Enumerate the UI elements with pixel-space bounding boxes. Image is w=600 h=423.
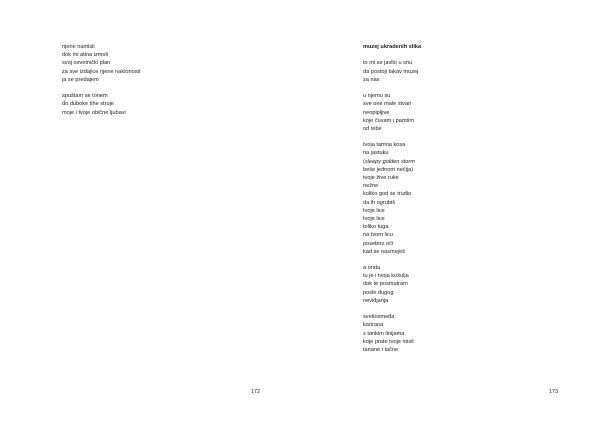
poem-line: u njemu su [363, 93, 391, 100]
poem-line: toliko tuga [363, 224, 389, 231]
poem-line: na jastuku [363, 150, 389, 157]
poem-line: njene namisli [62, 44, 95, 50]
poem-line: svetlosmeđa [363, 314, 395, 321]
poem-line: tvoja tamna kosa [363, 142, 406, 149]
poem-line: koliko god se trudio [363, 191, 412, 198]
stanza-break [363, 51, 421, 59]
poem-line: to mi se javilo u snu [363, 60, 413, 67]
poem-line: moje i tvoje obične ljubavi [62, 109, 126, 116]
poem-line: neopipljive [363, 109, 390, 116]
poem-line: tanane i tačne [363, 346, 399, 353]
poem-line: karirana [363, 322, 384, 329]
poem-line: za sve izdajice njene naklonosti [62, 68, 141, 75]
right-page [300, 0, 600, 423]
poem-line: a onda [363, 265, 381, 272]
poem-line: tu je i tvoja košulja [363, 273, 409, 280]
stanza-break [363, 256, 421, 264]
poem-line: posle dugog [363, 289, 394, 296]
poem-line: koje čuvam i pamtim [363, 117, 414, 124]
poem-line: spuštam se tonem [62, 93, 108, 100]
stanza-break [363, 84, 421, 92]
poem-line: svoj osvetnički plan [62, 60, 111, 67]
poem-title: muzej ukradenih slika [363, 44, 422, 50]
poem [363, 43, 421, 354]
poem-line: nevidjanja [363, 297, 389, 304]
poem-line: kad se nasmeješ [363, 248, 405, 255]
poem-line: beše jednom nečija) [363, 166, 414, 173]
poem-line: tvoje lice [363, 207, 385, 214]
stanza-break [363, 305, 421, 313]
paren-open: ( [363, 158, 365, 165]
stanza-break [62, 84, 140, 92]
poem-line: koje prate tvoje misli [363, 338, 414, 345]
poem-continuation [62, 43, 140, 117]
poem-line: tvoje lice [363, 215, 385, 222]
italic-phrase: sleepy golden storm [364, 158, 415, 165]
poem-line: nežne [363, 183, 379, 190]
poem-line: sve one male stvari [363, 101, 412, 108]
poem-line: posebno oči [363, 240, 394, 247]
poem-line: ja se predajem [62, 76, 99, 83]
poem-line: da ih ogrubiš [363, 199, 396, 206]
poem-line: od tebe [363, 125, 382, 132]
poem-line: tvoje živе ruke [363, 175, 399, 181]
poem-line: dok mi atina izmoli [62, 52, 109, 59]
poem-line: za nas [363, 76, 380, 83]
poem-line: na tvom licu [363, 232, 393, 239]
poem-line: dok te posmatram [363, 281, 408, 288]
poem-line-italic [363, 158, 421, 166]
page-number: 173 [549, 389, 558, 395]
poem-line: s tankim linijama [363, 330, 405, 337]
poem-line: do dubokе tihe struje [62, 101, 114, 108]
page-number: 172 [251, 389, 260, 395]
stanza-break [363, 133, 421, 141]
poem-line: da postoji takav muzej [363, 68, 419, 75]
